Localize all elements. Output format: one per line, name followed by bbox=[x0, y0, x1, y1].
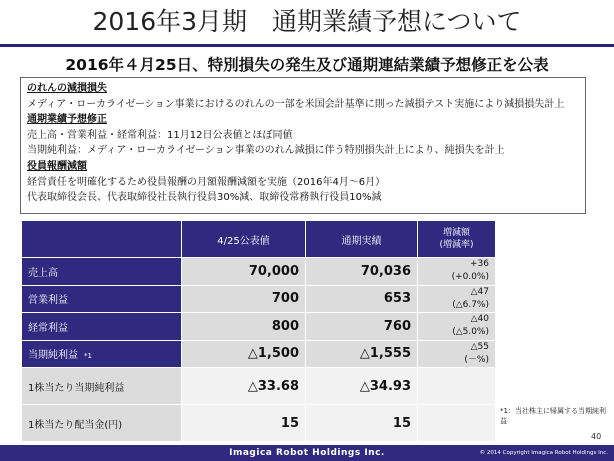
header-forecast: 4/25公表値 bbox=[182, 221, 306, 258]
page-number: 40 bbox=[591, 432, 602, 441]
forecast-table bbox=[21, 220, 496, 442]
change-value: △40 (△5.0%) bbox=[418, 313, 496, 341]
table-row bbox=[22, 368, 496, 405]
row-label-text: 営業利益 bbox=[28, 295, 68, 307]
company-logo: Imagica Robot Holdings Inc. bbox=[229, 448, 385, 458]
forecast-value: 700 bbox=[182, 285, 306, 313]
footer-bar bbox=[0, 445, 614, 461]
actual-value: 653 bbox=[306, 285, 418, 313]
footnote-marker: *1 bbox=[84, 352, 92, 361]
forecast-value: 70,000 bbox=[182, 258, 306, 286]
change-value bbox=[418, 368, 496, 405]
row-label bbox=[22, 405, 182, 442]
row-label bbox=[22, 313, 182, 341]
header-change: 増減額 (増減率) bbox=[418, 221, 496, 258]
change-value: +36 (+0.0%) bbox=[418, 258, 496, 286]
note-line: メディア・ローカライゼーション事業におけるのれんの一部を米国会計基準に則った減損テスト実施により減損損失計上 bbox=[27, 98, 565, 110]
forecast-value: 15 bbox=[182, 405, 306, 442]
table-row bbox=[22, 313, 496, 341]
row-label-text: 当期純利益 bbox=[28, 350, 78, 362]
note-line: 売上高・営業利益・経常利益：11月12日公表値とほぼ同値 bbox=[27, 129, 293, 141]
row-label-text: 経常利益 bbox=[28, 322, 68, 334]
change-value bbox=[418, 405, 496, 442]
note-heading: 役員報酬減額 bbox=[27, 160, 87, 172]
table-row bbox=[22, 258, 496, 286]
footnote: *1：当社株主に帰属する当期純利益 bbox=[500, 407, 606, 425]
actual-value: 70,036 bbox=[306, 258, 418, 286]
note-heading: 通期業績予想修正 bbox=[27, 114, 107, 126]
forecast-value: △33.68 bbox=[182, 368, 306, 405]
row-label bbox=[22, 285, 182, 313]
title-divider bbox=[0, 44, 614, 47]
note-line: 当期純利益：メディア・ローカライゼーション事業ののれん減損に伴う特別損失計上により、純損失を計上 bbox=[27, 145, 505, 157]
table-row bbox=[22, 340, 496, 368]
announcement-subtitle: 2016年４月25日、特別損失の発生及び通期連結業績予想修正を公表 bbox=[65, 56, 549, 74]
forecast-value: 800 bbox=[182, 313, 306, 341]
actual-value: 760 bbox=[306, 313, 418, 341]
change-value: △47 (△6.7%) bbox=[418, 285, 496, 313]
note-line: 代表取締役会長、代表取締役社長執行役員30%減、取締役常務執行役員10%減 bbox=[27, 192, 382, 204]
row-label bbox=[22, 258, 182, 286]
row-label-text: 売上高 bbox=[28, 267, 58, 279]
change-value: △55 (－%) bbox=[418, 340, 496, 368]
table-row bbox=[22, 285, 496, 313]
header-actual: 通期実績 bbox=[306, 221, 418, 258]
row-label bbox=[22, 340, 182, 368]
actual-value: 15 bbox=[306, 405, 418, 442]
row-label bbox=[22, 368, 182, 405]
table-row bbox=[22, 405, 496, 442]
row-label-text: 1株当たり当期純利益 bbox=[28, 382, 125, 394]
header-blank bbox=[22, 221, 182, 258]
notes-box bbox=[20, 77, 586, 214]
page-title: 2016年3月期 通期業績予想について bbox=[92, 7, 522, 36]
copyright: © 2014 Copyright Imagica Robot Holdings Inc. bbox=[479, 450, 608, 456]
actual-value: △34.93 bbox=[306, 368, 418, 405]
forecast-value: △1,500 bbox=[182, 340, 306, 368]
note-line: 経営責任を明確化するため役員報酬の月額報酬減額を実施（2016年4月～6月） bbox=[27, 176, 386, 188]
note-heading: のれんの減損損失 bbox=[27, 83, 107, 94]
actual-value: △1,555 bbox=[306, 340, 418, 368]
row-label-text: 1株当たり配当金(円) bbox=[28, 419, 123, 431]
